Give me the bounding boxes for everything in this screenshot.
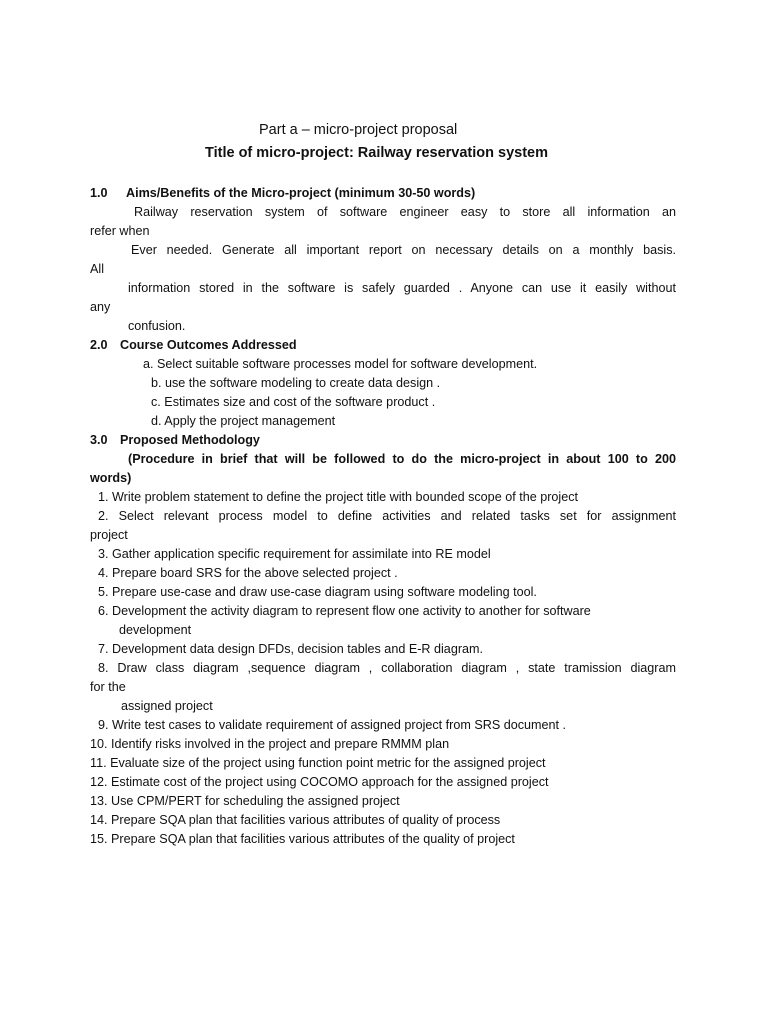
- section-1-number: 1.0: [90, 186, 108, 200]
- aims-line: confusion.: [128, 319, 186, 333]
- aims-line: information stored in the software is safely guarded . Anyone can use it easily without: [128, 281, 676, 295]
- aims-line: All: [90, 262, 104, 276]
- course-outcome-item: a. Select suitable software processes model for software development.: [143, 357, 538, 371]
- part-title: Part a – micro-project proposal: [259, 122, 458, 138]
- methodology-step: 1. Write problem statement to define the project title with bounded scope of the project: [98, 490, 579, 504]
- methodology-subheading: (Procedure in brief that will be followed to do the micro-project in about 100 to 200: [128, 452, 676, 466]
- course-outcome-item: c. Estimates size and cost of the software product .: [151, 395, 436, 409]
- methodology-subheading-end: words): [90, 471, 132, 485]
- methodology-step: 2. Select relevant process model to define activities and related tasks set for assignment: [98, 509, 676, 523]
- methodology-step: 6. Development the activity diagram to represent flow one activity to another for software: [98, 604, 591, 618]
- methodology-step: 12. Estimate cost of the project using COCOMO approach for the assigned project: [90, 775, 549, 789]
- methodology-step: 7. Development data design DFDs, decision tables and E-R diagram.: [98, 642, 484, 656]
- methodology-step: 13. Use CPM/PERT for scheduling the assigned project: [90, 794, 400, 808]
- methodology-step: development: [119, 623, 192, 637]
- aims-line: refer when: [90, 224, 150, 238]
- section-1-title: Aims/Benefits of the Micro-project (minimum 30-50 words): [126, 186, 476, 200]
- methodology-step: 8. Draw class diagram ,sequence diagram , collaboration diagram , state tramission diagram: [98, 661, 676, 675]
- methodology-step: 5. Prepare use-case and draw use-case diagram using software modeling tool.: [98, 585, 537, 599]
- methodology-step: project: [90, 528, 128, 542]
- section-3-number: 3.0: [90, 433, 108, 447]
- methodology-step: 4. Prepare board SRS for the above selected project .: [98, 566, 398, 580]
- methodology-step: 9. Write test cases to validate requirement of assigned project from SRS document .: [98, 718, 567, 732]
- methodology-step: for the: [90, 680, 126, 694]
- course-outcome-item: b. use the software modeling to create data design .: [151, 376, 441, 390]
- course-outcome-item: d. Apply the project management: [151, 414, 336, 428]
- section-2-heading: [90, 336, 676, 355]
- methodology-step: 15. Prepare SQA plan that facilities various attributes of the quality of project: [90, 832, 515, 846]
- section-3-heading: [90, 431, 676, 450]
- section-1-heading: [90, 184, 676, 203]
- section-2-title: Course Outcomes Addressed: [120, 338, 297, 352]
- aims-line: Railway reservation system of software engineer easy to store all information an: [134, 205, 676, 219]
- section-2-number: 2.0: [90, 338, 108, 352]
- section-3-title: Proposed Methodology: [120, 433, 260, 447]
- micro-project-title: Title of micro-project: Railway reservation system: [205, 145, 549, 161]
- methodology-step: 14. Prepare SQA plan that facilities various attributes of quality of process: [90, 813, 501, 827]
- aims-line: Ever needed. Generate all important report on necessary details on a monthly basis.: [131, 243, 676, 257]
- methodology-step: assigned project: [121, 699, 213, 713]
- aims-line: any: [90, 300, 111, 314]
- methodology-step: 10. Identify risks involved in the project and prepare RMMM plan: [90, 737, 450, 751]
- methodology-step: 3. Gather application specific requirement for assimilate into RE model: [98, 547, 491, 561]
- methodology-step: 11. Evaluate size of the project using function point metric for the assigned project: [90, 756, 546, 770]
